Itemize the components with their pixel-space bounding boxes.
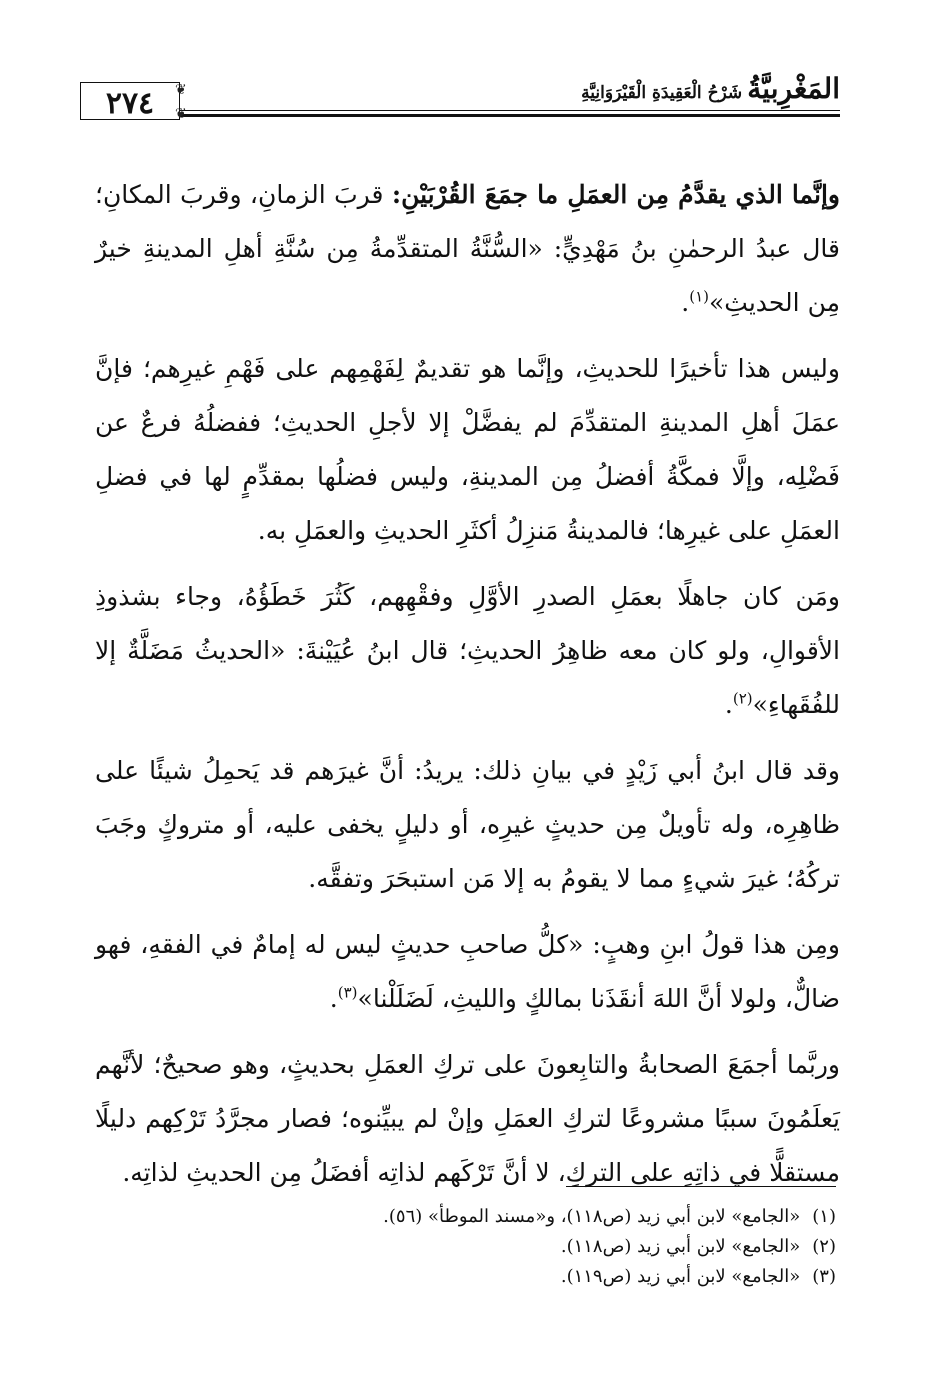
footnote-number: (١) bbox=[812, 1206, 836, 1227]
header-rule-thin bbox=[108, 110, 840, 111]
paragraph-text: وليس هذا تأخيرًا للحديثِ، وإنَّما هو تقديمٌ لِفَهْمِهم على فَهْمِ غيرِهم؛ فإنَّ عمَلَ أهلِ المدينةِ المتقدِّمَ لم يفضَّلْ إلا لأجلِ الحديثِ؛ ففضلُهُ فرعٌ عن فَضْلِه، وإلَّا فمكَّةُ أفضلُ مِن المدينةِ، وليس فضلُها بمقدِّمٍ لها في فضلِ العمَلِ على غيرِها؛ فالمدينةُ مَنزِلُ أكثَرِ الحديثِ والعمَلِ به. bbox=[95, 354, 840, 545]
ornament-icon: ❦ bbox=[175, 106, 187, 122]
footnote-number: (٢) bbox=[812, 1236, 836, 1257]
running-header bbox=[80, 72, 840, 132]
ornament-icon: ❦ bbox=[175, 82, 187, 98]
paragraph-text: وقد قال ابنُ أبي زَيْدٍ في بيانِ ذلك: يريدُ: أنَّ غيرَهم قد يَحمِلُ شيئًا على ظاهِرِه، وله تأويلٌ مِن حديثٍ غيرِه، أو دليلٍ يخفى عليه، أو متروكٍ وجَبَ تركُهُ؛ غيرَ شيءٍ مما لا يقومُ به إلا مَن استبحَرَ وتفقَّه. bbox=[95, 756, 840, 893]
paragraph-text: قربَ الزمانِ، وقربَ المكانِ؛ قال عبدُ الرحمٰنِ بنُ مَهْدِيٍّ: «السُّنَّةُ المتقدِّمةُ مِن سُنَّةِ أهلِ المدينةِ خيرٌ مِن الحديثِ» bbox=[95, 180, 840, 317]
paragraph-tail: . bbox=[724, 690, 733, 719]
footnote-marker[interactable]: (٣) bbox=[337, 983, 358, 1002]
paragraph bbox=[95, 168, 840, 330]
footnote-separator bbox=[566, 1186, 836, 1187]
footnote-marker[interactable]: (٢) bbox=[732, 689, 753, 708]
book-title bbox=[581, 72, 840, 105]
header-rule-thick bbox=[108, 114, 840, 117]
paragraph-tail: . bbox=[329, 984, 338, 1013]
footnote-number: (٣) bbox=[812, 1266, 836, 1287]
footnote-text: «الجامع» لابن أبي زيد (ص١١٩). bbox=[560, 1266, 801, 1287]
footnote bbox=[96, 1202, 836, 1232]
footnote bbox=[96, 1232, 836, 1262]
paragraph-lead: وإنَّما الذي يقدَّمُ مِن العمَلِ ما جمَعَ القُرْبَيْنِ: bbox=[391, 180, 840, 209]
paragraph-text: وربَّما أجمَعَ الصحابةُ والتابِعونَ على تركِ العمَلِ بحديثٍ، وهو صحيحٌ؛ لأنَّهم يَعلَمُونَ سببًا مشروعًا لتركِ العمَلِ وإنْ لم يبيِّنوه؛ فصار مجرَّدُ تَرْكِهم دليلًا مستقلًّا في ذاتِهِ على التركِ، لا أنَّ تَرْكَهم لذاتِه أفضَلُ مِن الحديثِ لذاتِه. bbox=[95, 1050, 840, 1187]
page-number: ٢٧٤ bbox=[105, 86, 155, 121]
paragraph-tail: . bbox=[681, 288, 690, 317]
book-title-sub: شَرْحُ الْعَقِيدَةِ الْقَيْرَوَانِيَّةِ bbox=[581, 83, 743, 103]
paragraph bbox=[95, 1038, 840, 1200]
paragraph-text: ومِن هذا قولُ ابنِ وهبٍ: «كلُّ صاحبِ حديثٍ ليس له إمامٌ في الفقهِ، فهو ضالٌّ، ولولا أنَّ اللهَ أنقَذَنا بمالكٍ والليثِ، لَضَلَلْنا» bbox=[95, 930, 840, 1013]
paragraph-text: ومَن كان جاهلًا بعمَلِ الصدرِ الأوَّلِ وفقْهِهم، كَثُرَ خَطَؤُهُ، وجاء بشذوذِ الأقوالِ، ولو كان معه ظاهِرُ الحديثِ؛ قال ابنُ عُيَيْنةَ: «الحديثُ مَضَلَّةٌ إلا للفُقَهاءِ» bbox=[95, 582, 840, 719]
footnote bbox=[96, 1262, 836, 1292]
book-title-main: المَغْرِبيَّةُ bbox=[747, 72, 840, 105]
footnotes bbox=[96, 1202, 836, 1292]
footnote-marker[interactable]: (١) bbox=[689, 287, 709, 306]
paragraph bbox=[95, 570, 840, 732]
footnote-text: «الجامع» لابن أبي زيد (ص١١٨)، و«مسند الموطأ» (٥٦). bbox=[383, 1206, 801, 1227]
paragraph bbox=[95, 342, 840, 558]
footnote-text: «الجامع» لابن أبي زيد (ص١١٨). bbox=[560, 1236, 801, 1257]
body-text bbox=[95, 168, 840, 1212]
paragraph bbox=[95, 918, 840, 1026]
paragraph bbox=[95, 744, 840, 906]
